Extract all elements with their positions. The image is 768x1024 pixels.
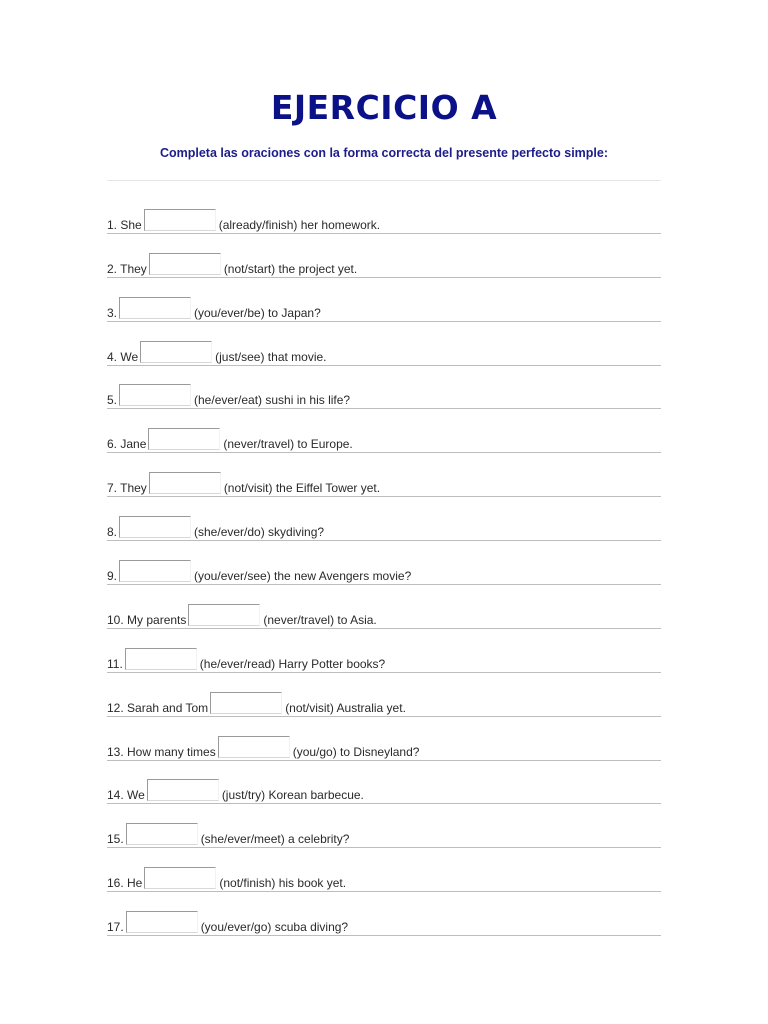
exercise-item [107, 497, 661, 541]
answer-blank[interactable] [119, 560, 191, 582]
exercise-number-subject: 6. Jane [107, 437, 147, 452]
exercise-hint: (you/ever/see) the new Avengers movie? [194, 569, 412, 584]
exercise-item [107, 804, 661, 848]
exercise-number-subject: 11. [107, 656, 123, 671]
exercise-hint: (never/travel) to Asia. [263, 612, 377, 627]
exercise-hint: (not/visit) Australia yet. [285, 700, 406, 715]
answer-blank[interactable] [140, 341, 212, 363]
answer-blank[interactable] [149, 472, 221, 494]
instructions: Completa las oraciones con la forma correcta del presente perfecto simple: [159, 146, 609, 160]
exercise-item [107, 848, 661, 892]
page-title: EJERCICIO A [270, 88, 498, 127]
exercise-number-subject: 10. My parents [107, 612, 187, 627]
answer-blank[interactable] [119, 516, 191, 538]
exercise-list [107, 190, 661, 936]
exercise-hint: (not/finish) his book yet. [219, 876, 347, 891]
exercise-item [107, 409, 661, 453]
answer-blank[interactable] [144, 867, 216, 889]
top-divider [107, 180, 661, 181]
exercise-hint: (never/travel) to Europe. [223, 437, 353, 452]
exercise-item [107, 585, 661, 629]
exercise-item [107, 673, 661, 717]
exercise-item [107, 366, 661, 410]
answer-blank[interactable] [218, 736, 290, 758]
exercise-item [107, 717, 661, 761]
exercise-hint: (you/go) to Disneyland? [292, 744, 420, 759]
answer-blank[interactable] [149, 253, 221, 275]
exercise-hint: (already/finish) her homework. [218, 217, 381, 232]
answer-blank[interactable] [147, 779, 219, 801]
exercise-item [107, 190, 661, 234]
answer-blank[interactable] [210, 692, 282, 714]
exercise-number-subject: 16. He [107, 876, 143, 891]
answer-blank[interactable] [119, 384, 191, 406]
answer-blank[interactable] [144, 209, 216, 231]
exercise-number-subject: 4. We [107, 349, 139, 364]
exercise-number-subject: 3. [107, 305, 118, 320]
exercise-hint: (you/ever/be) to Japan? [194, 305, 321, 320]
exercise-item [107, 322, 661, 366]
exercise-hint: (you/ever/go) scuba diving? [200, 920, 349, 935]
exercise-item [107, 453, 661, 497]
exercise-hint: (she/ever/meet) a celebrity? [200, 832, 350, 847]
exercise-number-subject: 7. They [107, 481, 147, 496]
exercise-hint: (not/visit) the Eiffel Tower yet. [223, 481, 381, 496]
exercise-number-subject: 17. [107, 920, 124, 935]
exercise-number-subject: 15. [107, 832, 124, 847]
exercise-item [107, 892, 661, 936]
exercise-hint: (he/ever/eat) sushi in his life? [194, 393, 351, 408]
exercise-number-subject: 12. Sarah and Tom [107, 700, 209, 715]
exercise-hint: (just/see) that movie. [215, 349, 327, 364]
exercise-number-subject: 1. She [107, 217, 142, 232]
exercise-number-subject: 13. How many times [107, 744, 216, 759]
exercise-number-subject: 14. We [107, 788, 145, 803]
answer-blank[interactable] [119, 297, 191, 319]
answer-blank[interactable] [148, 428, 220, 450]
exercise-number-subject: 8. [107, 525, 118, 540]
answer-blank[interactable] [188, 604, 260, 626]
exercise-hint: (not/start) the project yet. [223, 261, 358, 276]
exercise-hint: (she/ever/do) skydiving? [194, 525, 325, 540]
answer-blank[interactable] [125, 648, 197, 670]
exercise-number-subject: 2. They [107, 261, 147, 276]
exercise-number-subject: 5. [107, 393, 118, 408]
exercise-item [107, 629, 661, 673]
exercise-hint: (just/try) Korean barbecue. [221, 788, 364, 803]
exercise-item [107, 761, 661, 805]
exercise-number-subject: 9. [107, 569, 118, 584]
exercise-hint: (he/ever/read) Harry Potter books? [199, 656, 386, 671]
exercise-item [107, 278, 661, 322]
answer-blank[interactable] [126, 911, 198, 933]
exercise-item [107, 541, 661, 585]
exercise-item [107, 234, 661, 278]
answer-blank[interactable] [126, 823, 198, 845]
